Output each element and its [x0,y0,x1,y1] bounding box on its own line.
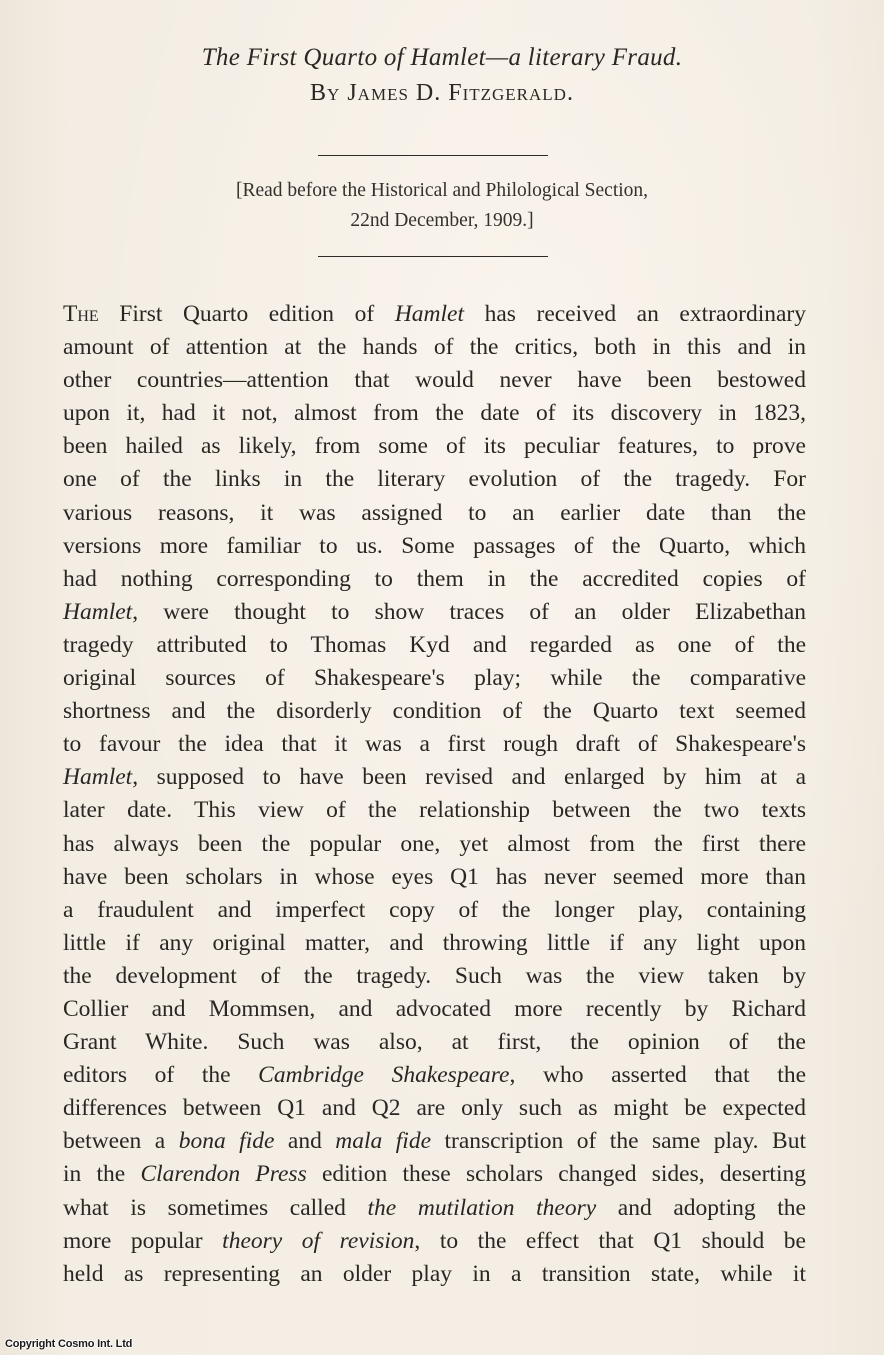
text-line [63,331,806,364]
text-segment: have been scholars in whose eyes Q1 has never seemed more than [63,863,806,890]
small-caps-text: The [63,301,99,327]
text-line [63,960,806,993]
text-line [63,1092,806,1125]
text-segment: and [274,1128,336,1155]
copyright-watermark: Copyright Cosmo Int. Ltd [5,1338,133,1350]
text-line [63,993,806,1026]
reading-note-line-2: 22nd December, 1909.] [350,210,534,231]
text-line [63,662,806,695]
text-segment: amount of attention at the hands of the critics, both in this and in [63,334,806,361]
text-line [63,1026,806,1059]
text-line [63,430,806,463]
text-segment: to favour the idea that it was a first rough draft of Shakespeare's [63,731,806,758]
text-segment: tragedy attributed to Thomas Kyd and regarded as one of the [63,631,806,658]
text-line [63,629,806,662]
text-line [63,828,806,861]
italic-text: Hamlet [63,764,133,791]
text-line [63,728,806,761]
text-segment: various reasons, it was assigned to an earlier date than the [63,499,806,526]
body-paragraph [63,298,806,1291]
text-segment: , supposed to have been revised and enlarged by him at a [132,764,806,791]
text-line [63,1059,806,1092]
text-segment: been hailed as likely, from some of its peculiar features, to prove [63,433,806,460]
text-line [63,298,806,331]
text-line [63,530,806,563]
text-segment: in the [63,1161,141,1188]
text-line [63,1192,806,1225]
text-line [63,563,806,596]
text-segment: and adopting the [596,1194,806,1221]
text-segment: other countries—attention that would never have been bestowed [63,367,806,394]
text-line [63,861,806,894]
text-line [63,1258,806,1291]
text-segment: , who asserted that the [509,1062,806,1089]
text-segment: transcription of the same play. But [431,1128,806,1155]
text-segment: had nothing corresponding to them in the accredited copies of [63,565,806,592]
text-segment: edition these scholars changed sides, deserting [306,1161,806,1188]
italic-text: Hamlet [394,301,464,327]
bottom-divider [318,256,548,257]
text-segment: editors of the [63,1062,259,1089]
text-segment: First Quarto edition of [98,301,395,327]
top-divider [318,155,548,156]
text-segment: one of the links in the literary evolution of the tragedy. For [63,466,806,493]
text-segment: , to the effect that Q1 should be [414,1227,806,1254]
italic-text: Hamlet [63,598,133,625]
text-line [63,497,806,530]
italic-text: mala fide [335,1128,432,1155]
text-segment: little if any original matter, and throwing little if any light upon [63,929,806,956]
text-line [63,894,806,927]
text-segment: original sources of Shakespeare's play; while the comparative [63,665,806,692]
text-segment: more popular [63,1227,223,1254]
text-segment: Collier and Mommsen, and advocated more recently by Richard [63,995,806,1022]
text-segment: differences between Q1 and Q2 are only such as might be expected [63,1095,806,1122]
text-line [63,794,806,827]
text-line [63,463,806,496]
text-segment: later date. This view of the relationship between the two texts [63,797,806,824]
text-line [63,364,806,397]
author-byline: By James D. Fitzgerald. [310,80,574,106]
text-segment: a fraudulent and imperfect copy of the longer play, containing [63,896,806,923]
text-segment: upon it, had it not, almost from the date of its discovery in 1823, [63,400,806,427]
text-segment: held as representing an older play in a transition state, while it [63,1260,806,1287]
text-line [63,1125,806,1158]
italic-text: theory of revision [222,1227,415,1254]
reading-note [0,176,884,236]
text-line [63,1225,806,1258]
article-title: The First Quarto of Hamlet—a literary Fraud. [201,44,683,71]
text-line [63,927,806,960]
italic-text: bona fide [178,1128,275,1155]
text-segment: shortness and the disorderly condition of the Quarto text seemed [63,698,806,725]
text-line [63,1158,806,1191]
italic-text: Cambridge Shakespeare [258,1062,510,1089]
italic-text: Clarendon Press [140,1161,307,1188]
text-segment: the development of the tragedy. Such was the view taken by [63,962,806,989]
text-segment: between a [63,1128,179,1155]
text-line [63,761,806,794]
text-line [63,596,806,629]
reading-note-line-1: [Read before the Historical and Philological Section, [235,180,649,201]
text-line [63,397,806,430]
text-segment: , were thought to show traces of an older Elizabethan [132,598,806,625]
text-line [63,695,806,728]
text-segment: what is sometimes called [63,1194,368,1221]
text-segment: Grant White. Such was also, at first, the opinion of the [63,1029,806,1056]
italic-text: the mutilation theory [367,1194,597,1221]
text-segment: versions more familiar to us. Some passages of the Quarto, which [63,532,806,559]
text-segment: has always been the popular one, yet almost from the first there [63,830,806,857]
text-segment: has received an extraordinary [464,301,806,327]
